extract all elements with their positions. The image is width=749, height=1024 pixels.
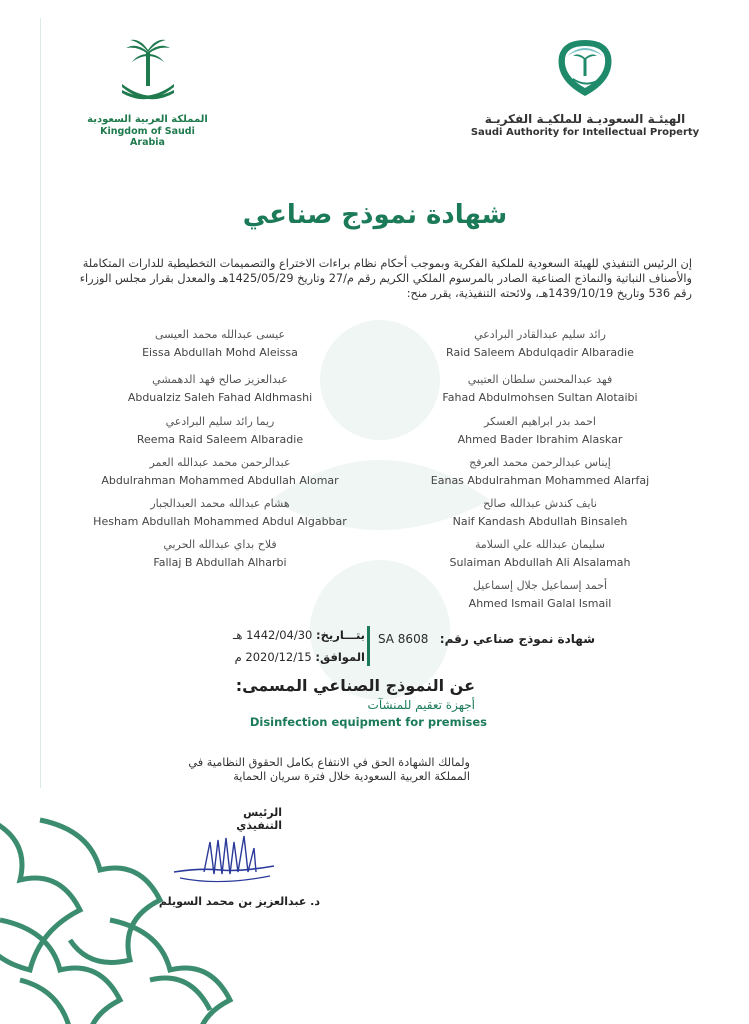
- hijri-date-label: بتـــاريخ:: [316, 628, 365, 642]
- owner-name-ar: نايف كندش عبدالله صالح: [483, 497, 597, 510]
- design-name-ar: أجهزة تعقيم للمنشآت: [367, 698, 475, 712]
- palm-swords-icon: [118, 38, 178, 104]
- rights-statement: ولمالك الشهادة الحق في الانتفاع بكامل الحقوق النظامية في المملكة العربية السعودية خلال فترة سريان الحماية: [188, 756, 470, 783]
- authority-name-ar: الهيئـة السعوديـة للملكيـة الفكريـة: [484, 112, 686, 126]
- design-name-en: Disinfection equipment for premises: [249, 715, 487, 729]
- owner-entry: [60, 538, 380, 569]
- gregorian-date-label: الموافق:: [315, 650, 365, 664]
- owner-entry: [60, 373, 380, 404]
- owner-entry: [380, 497, 700, 528]
- certificate-number-row: [377, 632, 595, 646]
- owner-name-en: Hesham Abdullah Mohammed Abdul Algabbar: [93, 515, 347, 528]
- owner-name-ar: عيسى عبدالله محمد العيسى: [154, 328, 286, 341]
- owner-entry: [380, 538, 700, 569]
- owner-name-en: Abdualziz Saleh Fahad Aldhmashi: [127, 391, 313, 404]
- owner-name-en: Ahmed Bader Ibrahim Alaskar: [457, 433, 623, 446]
- owner-name-en: Eanas Abdulrahman Mohammed Alarfaj: [430, 474, 650, 487]
- owner-name-en: Fahad Abdulmohsen Sultan Alotaibi: [442, 391, 638, 404]
- owner-entry: [60, 497, 380, 528]
- date-block: [200, 624, 365, 668]
- owner-name-ar: ريما رائد سليم البرادعي: [165, 415, 275, 428]
- owner-name-ar: إيناس عبدالرحمن محمد العرفج: [469, 456, 611, 469]
- hijri-date-value: 1442/04/30 هـ: [233, 628, 313, 642]
- owner-name-ar: فهد عبدالمحسن سلطان العتيبي: [467, 373, 613, 386]
- owner-entry: [380, 456, 700, 487]
- owner-name-en: Naif Kandash Abdullah Binsaleh: [452, 515, 628, 528]
- owner-name-ar: احمد بدر ابراهيم العسكر: [484, 415, 596, 428]
- certificate-number-label: شهادة نموذج صناعي رقم:: [439, 632, 595, 646]
- left-divider: [40, 18, 41, 788]
- owner-entry: [380, 579, 700, 610]
- signatory-name: د. عبدالعزيز بن محمد السويلم: [158, 895, 320, 908]
- signatory-title: الرئيس التنفيذي: [236, 806, 282, 832]
- meta-divider: [367, 626, 370, 666]
- owner-entry: [380, 328, 700, 359]
- owner-name-en: Eissa Abdullah Mohd Aleissa: [142, 346, 298, 359]
- owner-name-en: Sulaiman Abdullah Ali Alsalamah: [449, 556, 631, 569]
- owner-name-ar: عبدالعزيز صالح فهد الدهمشي: [152, 373, 288, 386]
- kingdom-logo: [85, 38, 210, 148]
- kingdom-name-ar: المملكة العربية السعودية: [87, 114, 208, 125]
- gregorian-date-row: [200, 646, 365, 668]
- owner-name-ar: فلاح بداي عبدالله الحربي: [163, 538, 277, 551]
- certificate-meta: [0, 620, 749, 670]
- owner-name-ar: أحمد إسماعيل جلال إسماعيل: [472, 579, 608, 592]
- decorative-pattern: [0, 800, 260, 1024]
- owner-name-ar: هشام عبدالله محمد العبدالجبار: [150, 497, 290, 510]
- certificate-title: شهادة نموذج صناعي: [242, 200, 508, 230]
- saip-shield-icon: [553, 36, 617, 100]
- owner-name-en: Abdulrahman Mohammed Abdullah Alomar: [101, 474, 339, 487]
- owner-entry: [380, 415, 700, 446]
- owner-entry: [60, 415, 380, 446]
- hijri-date-row: [200, 624, 365, 646]
- owner-name-en: Reema Raid Saleem Albaradie: [136, 433, 304, 446]
- authority-name-en: Saudi Authority for Intellectual Property: [470, 127, 700, 138]
- owner-name-ar: عبدالرحمن محمد عبدالله العمر: [149, 456, 291, 469]
- owner-name-en: Raid Saleem Abdulqadir Albaradie: [446, 346, 634, 359]
- certificate-number: SA 8608: [377, 632, 429, 646]
- owner-entry: [60, 328, 380, 359]
- owner-name-ar: رائد سليم عبدالقادر البرادعي: [474, 328, 606, 341]
- owner-name-en: Fallaj B Abdullah Alharbi: [153, 556, 287, 569]
- owner-name-ar: سليمان عبدالله علي السلامة: [474, 538, 605, 551]
- design-label: عن النموذج الصناعي المسمى:: [235, 676, 475, 695]
- owner-entry: [380, 373, 700, 404]
- gregorian-date-value: 2020/12/15 م: [234, 650, 312, 664]
- intro-paragraph: إن الرئيس التنفيذي للهيئة السعودية للملكية الفكرية وبموجب أحكام نظام براءات الاختراع والتصميمات التخطيطية للدارات المتكاملة والأصناف النباتية والنماذج الصناعية الصادر بالمرسوم الملكي الكريم رقم م/27 وتاريخ 1425/05/29هـ والمعدل بقرار مجلس الوزراء رقم 536 وتاريخ 1439/10/19هـ، ولائحته التنفيذية، يقرر منح:: [79, 257, 692, 300]
- owner-entry: [60, 456, 380, 487]
- kingdom-name-en: Kingdom of Saudi Arabia: [100, 126, 195, 148]
- owner-name-en: Ahmed Ismail Galal Ismail: [468, 597, 612, 610]
- authority-logo: [470, 36, 700, 138]
